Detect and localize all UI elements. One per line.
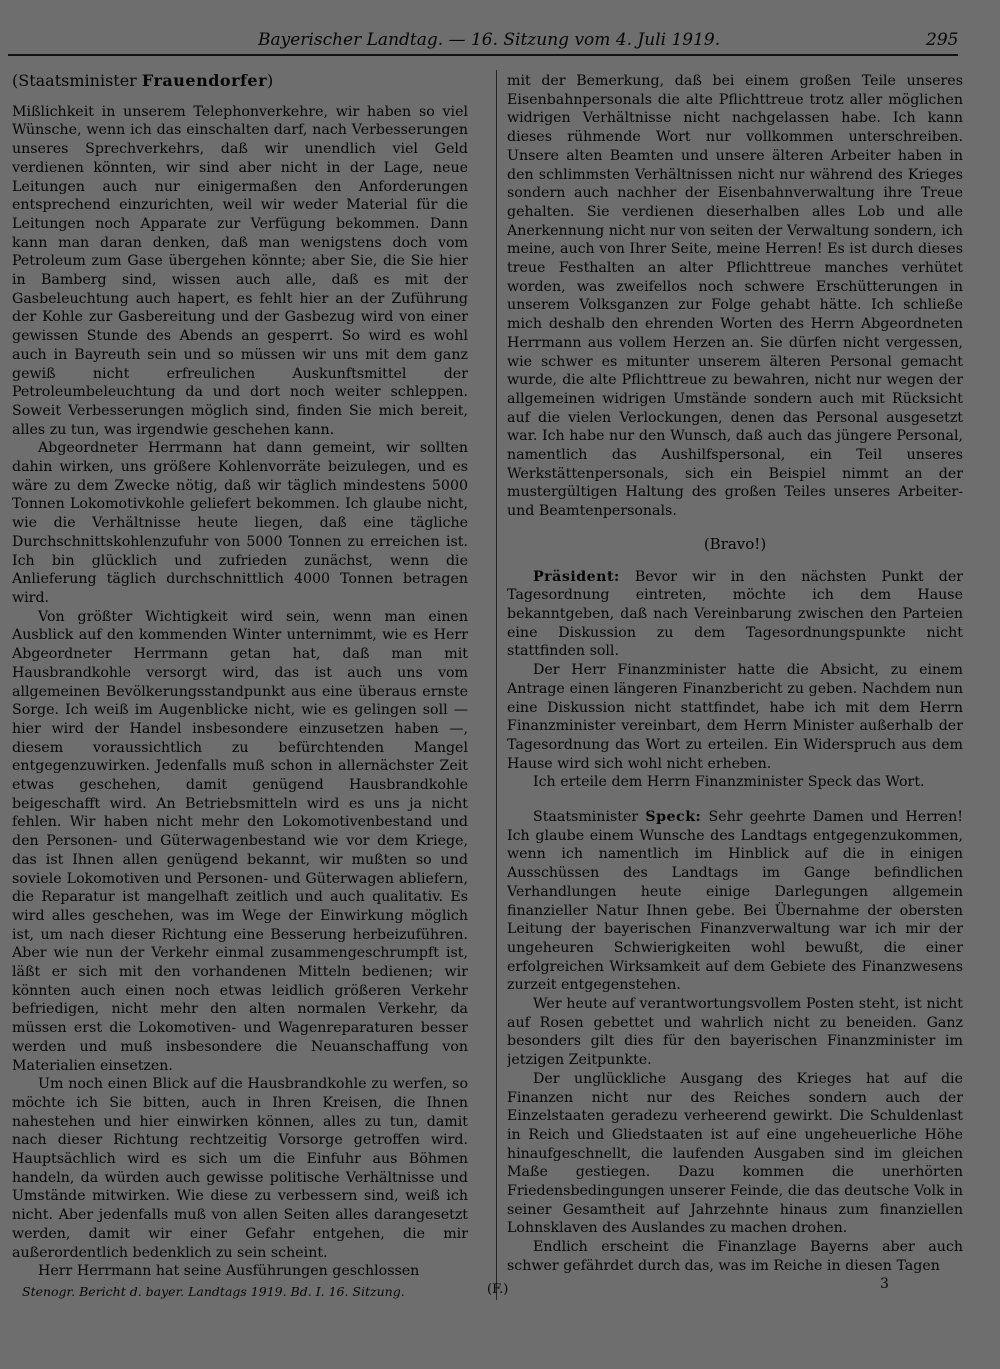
minister-text: Sehr geehrte Damen und Herren! Ich glaube einem Wunsche des Landtags entgegenzukommen, wenn ich namentlich im Hinblick auf die in einigen Ausschüssen des Landtags im Gange befindlichen Verhandlungen heute einige Darlegungen allgemein finanzieller Natur Ihnen gebe. Bei Übernahme der obersten Leitung der bayerischen Finanzverwaltung war ich mir der ungeheuren Schwierigkeiten wohl bewußt, die einer erfolgreichen Wirksamkeit auf dem Gebiete des Finanzwesens zurzeit entgegenstehen. <box>507 809 963 994</box>
paragraph: Ich erteile dem Herrn Finanzminister Speck das Wort. <box>533 774 925 791</box>
footer-source: Stenogr. Bericht d. bayer. Landtags 1919. Bd. I. 16. Sitzung. <box>22 1284 405 1299</box>
speaker-heading-suffix: ) <box>267 72 274 90</box>
paragraph: Mißlichkeit in unserem Telephonverkehre, wir haben so viel Wünsche, wenn ich das einschalten darf, nach Verbesserungen unseres Sprechverkehrs, daß wir unendlich viel Geld verdienen könnten, wir sind aber nicht in der Lage, neue Leitungen auch nur einigermaßen den Anforderungen entsprechend einzurichten, weil wir weder Material für die Leitungen noch Apparate zur Verfügung bekommen. Dann kann man daran denken, daß man wenigstens doch vom Petroleum zum Gase übergehen könnte; aber Sie, die Sie hier in Bamberg sind, wissen auch alle, daß es mit der Gasbeleuchtung auch hapert, es fehlt hier an der Zuführung der Kohle zur Gasbereitung und der Gasbezug wird von einer gewissen Stunde des Abends an gesperrt. So wird es wohl auch in Bayreuth sein und so müssen wir uns mit dem ganz gewiß nicht erfreulichen Auskunftsmittel der Petroleumbeleuchtung da und dort noch weiter schleppen. Soweit Verbesserungen möglich sind, finden Sie mich bereit, alles zu tun, was irgendwie geschehen kann. <box>12 103 468 438</box>
president-label: Präsident: <box>533 568 620 585</box>
column-divider <box>496 70 497 1300</box>
speaker-heading <box>12 72 468 91</box>
paragraph: Endlich erscheint die Finanzlage Bayerns aber auch schwer gefährdet durch das, was im Reiche in diesen Tagen <box>507 1239 963 1274</box>
left-column <box>12 72 468 1292</box>
paragraph: Der unglückliche Ausgang des Krieges hat auf die Finanzen nicht nur des Reiches sondern auch der Einzelstaaten geradezu verheerend gewirkt. Die Schuldenlast in Reich und Gliedstaaten ist auf eine ungeheuerliche Höhe hinaufgeschnellt, die laufenden Ausgaben sind im gleichen Maße gestiegen. Dazu kommen die unerhörten Friedensbedingungen unserer Feinde, die das deutsche Volk in seiner Gesamtheit auf Jahrzehnte hinaus zum finanziellen Lohnsklaven des Auslandes zu machen drohen. <box>507 1070 963 1237</box>
president-statement <box>507 568 963 662</box>
minister-name: Speck: <box>645 809 702 826</box>
page-number: 295 <box>926 30 959 50</box>
header-rule <box>8 54 958 56</box>
paragraph: Von größter Wichtigkeit wird sein, wenn man einen Ausblick auf den kommenden Winter unternimmt, wie es Herr Abgeordneter Herrmann getan hat, daß man mit Hausbrandkohle versorgt wird, das ist auch uns vom allgemeinen Bevölkerungsstandpunkt aus eine überaus ernste Sorge. Ich weiß im Augenblicke nicht, wie es gelingen soll — hier wird der Handel insbesondere einzusetzen haben —, diesem voraussichtlich zu befürchtenden Mangel entgegenzuwirken. Jedenfalls muß schon in allernächster Zeit etwas geschehen, damit genügend Hausbrandkohle beigeschafft wird. An Betriebsmitteln wird es uns ja nicht fehlen. Wir haben nicht mehr den Lokomotivenbestand und den Personen- und Güterwagenbestand wie vor dem Kriege, das ist Ihnen allen genügend bekannt, wir mußten so und soviele Lokomotiven und Personen- und Güterwagen abliefern, die Reparatur ist mangelhaft zeitlich und auch qualitativ. Es wird alles geschehen, was im Wege der Einwirkung möglich ist, um nach dieser Richtung eine Besserung herbeizuführen. Aber wie nun der Verkehr einmal zusammengeschrumpft ist, läßt er sich mit den vorhandenen Mitteln bedienen; wir könnten auch einen noch etwas leidlich größeren Verkehr befriedigen, nicht mehr den alten normalen Verkehr, da müssen erst die Lokomotiven- und Wagenreparaturen besser werden und muß insbesondere die Neuanschaffung von Materialien einsetzen. <box>12 608 468 1074</box>
page-header <box>0 28 1000 56</box>
paragraph: mit der Bemerkung, daß bei einem großen Teile unseres Eisenbahnpersonals die alte Pflichttreue trotz aller möglichen widrigen Verhältnisse nicht nachgelassen habe. Ich kann dieses rühmende Wort nur vollkommen unterschreiben. Unsere alten Beamten und unsere älteren Arbeiter haben in den schlimmsten Verhältnissen nicht nur während des Krieges sondern auch nachher der Eisenbahnverwaltung ihre Treue gehalten. Sie verdienen dieserhalben alles Lob und alle Anerkennung nicht nur von seiten der Verwaltung sondern, ich meine, auch von Ihrer Seite, meine Herren! Es ist durch dieses treue Festhalten an alter Pflichttreue manches verhütet worden, was zweifellos noch schwere Erschütterungen in unserem Volksganzen zur Folge gehabt hätte. Ich schließe mich deshalb den ehrenden Worten des Herrn Abgeordneten Herrmann aus vollem Herzen an. Sie dürfen nicht vergessen, wie schwer es mitunter unserem älteren Personal gemacht wurde, die alte Pflichttreue zu bewahren, nicht nur wegen der allgemeinen widrigen Umstände sondern auch mit Rücksicht auf die vielen Verlockungen, denen das Personal ausgesetzt war. Ich habe nur den Wunsch, daß auch das jüngere Personal, namentlich das Aushilfspersonal, ein Teil unseres Werkstättenpersonals, sich ein Beispiel nimmt an der mustergültigen Haltung des großen Teiles unseres Arbeiter- und Beamtenpersonals. <box>507 73 963 520</box>
paragraph: Der Herr Finanzminister hatte die Absicht, zu einem Antrage einen längeren Finanzbericht zu geben. Nachdem nun eine Diskussion nicht stattfindet, habe ich mit dem Herrn Finanzminister vereinbart, dem Herrn Minister außerhalb der Tagesordnung das Wort zu erteilen. Ein Widerspruch aus dem Hause wird sich wohl nicht erheben. <box>507 662 963 772</box>
paragraph: Herr Herrmann hat seine Ausführungen geschlossen <box>38 1263 420 1280</box>
footer-mark: (F.) <box>487 1282 509 1297</box>
footer-sheet-number: 3 <box>880 1276 889 1292</box>
paragraph: Wer heute auf verantwortungsvollem Posten steht, ist nicht auf Rosen gebettet und wahrlich nicht zu beneiden. Ganz besonders gilt dies für den bayerischen Finanzminister im jetzigen Zeitpunkte. <box>507 996 963 1069</box>
president-text: Bevor wir in den nächsten Punkt der Tagesordnung eintreten, möchte ich dem Hause bekanntgeben, daß nach Vereinbarung zwischen den Parteien eine Diskussion zu dem Tagesordnungspunkte nicht stattfinden soll. <box>507 568 963 660</box>
minister-statement <box>507 808 963 995</box>
paragraph: Abgeordneter Herrmann hat dann gemeint, wir sollten dahin wirken, uns größere Kohlenvorräte beizulegen, und es wäre zu dem Zwecke nötig, daß wir täglich mindestens 5000 Tonnen Lokomotivkohle geliefert bekommen. Ich glaube nicht, wie die Verhältnisse heute liegen, daß eine tägliche Durchschnittskohlenzufuhr von 5000 Tonnen zu erreichen ist. Ich bin glücklich und zufrieden zunächst, wenn die Anlieferung täglich durchschnittlich 4000 Tonnen betragen wird. <box>12 440 468 606</box>
minister-prefix: Staatsminister <box>533 809 646 826</box>
speaker-heading-prefix: (Staatsminister <box>12 72 142 90</box>
interjection: (Bravo!) <box>703 534 767 553</box>
paragraph: Um noch einen Blick auf die Hausbrandkohle zu werfen, so möchte ich Sie bitten, auch in Ihren Kreisen, die Ihnen nahestehen und hier einwirken können, alles zu tun, damit nach dieser Richtung rechtzeitig Vorsorge getroffen wird. Hauptsächlich wird es sich um die Einfuhr aus Böhmen handeln, da würden auch gewisse politische Verhältnisse und Umstände mitwirken. Wie diese zu verbessern sind, weiß ich nicht. Aber jedenfalls muß von allen Seiten alles darangesetzt werden, damit wir einer Gefahr entgehen, die mir außerordentlich bedenklich zu sein scheint. <box>12 1076 468 1261</box>
running-title: Bayerischer Landtag. — 16. Sitzung vom 4. Juli 1919. <box>258 30 721 50</box>
speaker-name: Frauendorfer <box>141 72 268 90</box>
right-column <box>507 72 963 1297</box>
